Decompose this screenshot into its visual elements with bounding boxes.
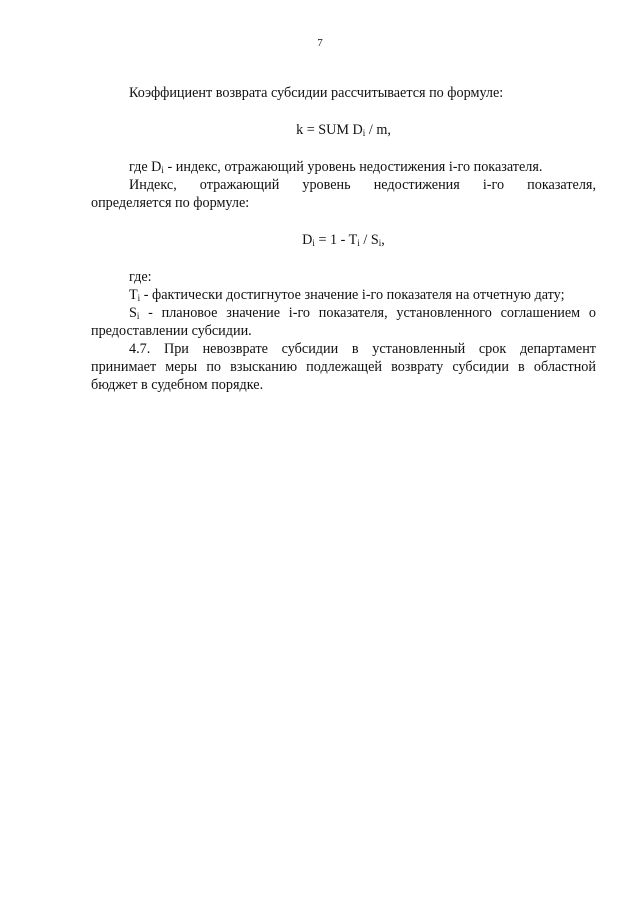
clause-4-7-text-3: бюджет в судебном порядке. (91, 377, 264, 393)
where-d-paragraph (91, 158, 596, 176)
clause-4-7-text-2: принимает меры по взысканию подлежащей возврату субсидии в областной (91, 359, 596, 375)
index-def-text-2: определяется по формуле: (91, 195, 250, 211)
document-body (91, 84, 596, 394)
s-text-2: предоставлении субсидии. (91, 323, 252, 339)
t-symbol: T (129, 287, 138, 303)
page-number: 7 (317, 37, 323, 49)
index-def-line2 (91, 194, 596, 212)
t-text: - фактически достигнутое значение i-го показателя на отчетную дату; (140, 287, 565, 303)
where-d-prefix: где D (129, 159, 162, 175)
formula-k-sub: i (362, 128, 366, 138)
where-d-text: - индекс, отражающий уровень недостижения i-го показателя. (163, 159, 543, 175)
where-label-text: где: (129, 269, 152, 285)
formula-d-d-sub: i (312, 238, 315, 248)
formula-k (91, 121, 596, 139)
formula-d-div: / S (359, 232, 379, 248)
formula-d-s-sub: i (378, 238, 382, 248)
t-definition (91, 286, 596, 304)
formula-k-right: / m, (365, 122, 391, 138)
index-def-line1 (91, 176, 596, 194)
intro-paragraph (91, 84, 596, 102)
formula-d-end: , (381, 232, 385, 248)
s-sub: i (136, 311, 140, 321)
t-sub: i (137, 293, 141, 303)
s-definition-line2 (91, 322, 596, 340)
formula-k-left: k = SUM D (296, 122, 363, 138)
formula-d-d: D (302, 232, 313, 248)
where-label (91, 268, 596, 286)
s-definition-line1 (91, 304, 596, 322)
clause-4-7-line2 (91, 358, 596, 376)
clause-4-7-text-1: 4.7. При невозврате субсидии в установленный срок департамент (129, 341, 596, 357)
index-def-text-1: Индекс, отражающий уровень недостижения i-го показателя, (129, 177, 596, 193)
where-d-sub: i (161, 165, 164, 175)
formula-d-t-sub: i (357, 238, 360, 248)
formula-d (91, 231, 596, 249)
s-text-1: - плановое значение i-го показателя, установленного соглашением о (139, 305, 596, 321)
intro-text: Коэффициент возврата субсидии рассчитывается по формуле: (129, 85, 504, 101)
formula-d-mid: = 1 - T (314, 232, 358, 248)
clause-4-7-line1 (91, 340, 596, 358)
s-symbol: S (129, 305, 137, 321)
clause-4-7-line3 (91, 376, 596, 394)
